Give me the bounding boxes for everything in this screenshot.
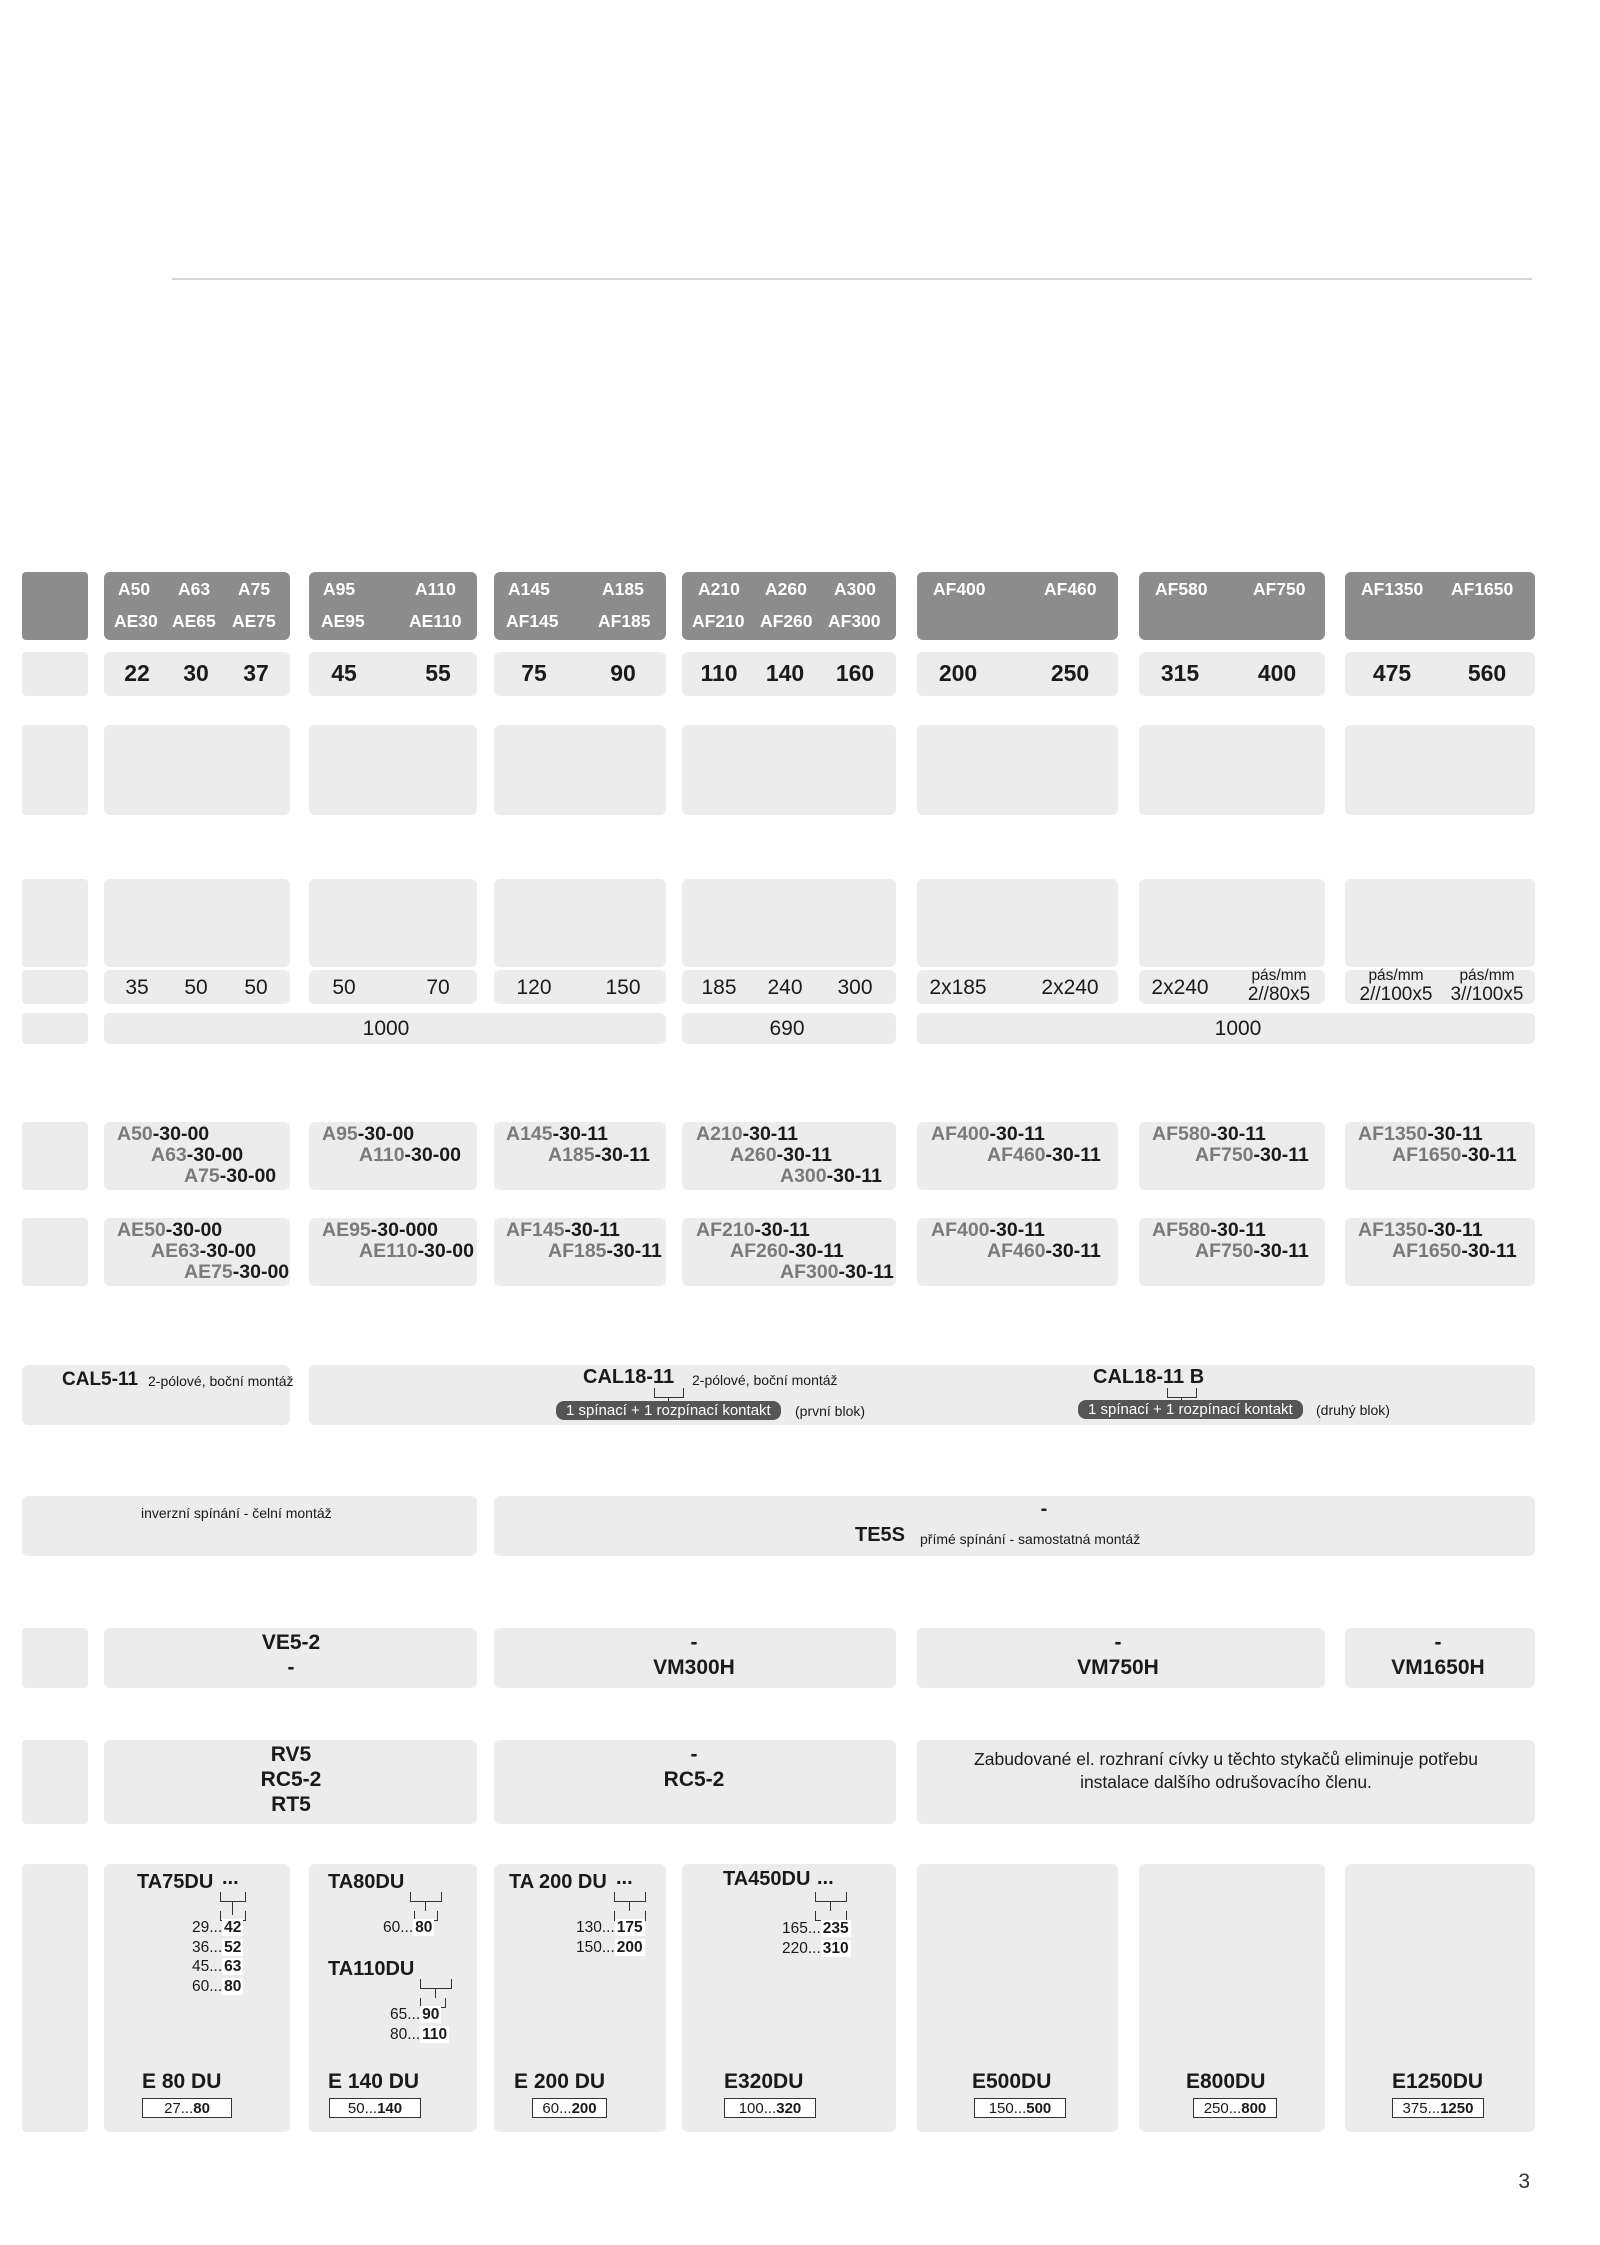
range-low: 45... xyxy=(192,1958,223,1975)
kw-value: 250 xyxy=(1050,660,1090,686)
contactor-code-suffix: -30-11 xyxy=(1210,1219,1266,1241)
contactor-code-prefix: AF750 xyxy=(1195,1144,1254,1166)
row-label-kw xyxy=(22,652,88,696)
current-range xyxy=(576,1938,645,1958)
e-relay-name: E500DU xyxy=(972,2070,1052,2093)
contactor-code-prefix: AF260 xyxy=(730,1240,789,1262)
contactor-code-suffix: -30-00 xyxy=(165,1219,223,1241)
contactor-code-suffix: -30-11 xyxy=(594,1144,650,1166)
contactor-code xyxy=(117,1220,222,1242)
contactor-code-suffix: -30-11 xyxy=(1427,1219,1483,1241)
contactor-code xyxy=(931,1220,1045,1242)
relay-dots: ... xyxy=(222,1867,239,1889)
page-number: 3 xyxy=(1518,2170,1530,2193)
model-label: AE65 xyxy=(172,611,216,631)
contactor-code-suffix: -30-11 xyxy=(1045,1240,1101,1262)
contactor-code-suffix: -30-11 xyxy=(1210,1123,1266,1145)
e-relay-name: E 200 DU xyxy=(514,2070,606,2093)
strip-value: 2//100x5 xyxy=(1359,984,1433,1005)
current-cell xyxy=(309,725,477,815)
range-low: 165... xyxy=(782,1920,821,1937)
contactor-code xyxy=(1195,1145,1309,1167)
kw-value: 200 xyxy=(938,660,978,686)
section-value: 2x240 xyxy=(1151,976,1209,999)
contactor-code xyxy=(117,1124,209,1146)
range-high: 110 xyxy=(422,2025,448,2043)
current-cell xyxy=(682,725,896,815)
model-label: AF260 xyxy=(760,611,813,631)
range-high: 80 xyxy=(193,2100,210,2117)
relay-dots: ... xyxy=(616,1867,633,1889)
aux-cal18b-contact-pill: 1 spínací + 1 rozpínací kontakt xyxy=(1078,1400,1303,1419)
row-label-contactors-1 xyxy=(22,1122,88,1190)
contactor-code-prefix: AF460 xyxy=(987,1240,1046,1262)
e-relay-range xyxy=(1392,2098,1484,2118)
e-relay-name: E 140 DU xyxy=(328,2070,420,2093)
kw-cell xyxy=(494,652,666,696)
header-group-a145 xyxy=(494,572,666,640)
row-label-section xyxy=(22,970,88,1004)
kw-value: 110 xyxy=(700,660,738,686)
strip-unit: pás/mm xyxy=(1459,967,1515,984)
contactor-code-prefix: AF580 xyxy=(1152,1123,1211,1145)
contactor-code-prefix: AE110 xyxy=(359,1240,418,1262)
section-value: 300 xyxy=(837,976,873,999)
contactor-code xyxy=(931,1124,1045,1146)
contactor-code-prefix: AF210 xyxy=(696,1219,755,1241)
model-label: A95 xyxy=(323,579,356,599)
aux-cal18-code: CAL18-11 xyxy=(583,1366,675,1388)
contactor-code xyxy=(322,1220,438,1242)
contactor-code xyxy=(506,1124,608,1146)
range-high: 320 xyxy=(776,2100,802,2117)
contactor-code-suffix: -30-00 xyxy=(152,1123,210,1145)
contactor-code-suffix: -30-00 xyxy=(232,1261,290,1283)
section-value: 70 xyxy=(426,976,450,999)
contactor-code-suffix: -30-11 xyxy=(1253,1144,1309,1166)
model-label: AF185 xyxy=(598,611,651,631)
section-value: 2x240 xyxy=(1041,976,1099,999)
contactor-code xyxy=(1358,1220,1483,1242)
current-cell xyxy=(1139,725,1325,815)
range-low: 65... xyxy=(390,2006,421,2023)
range-high: 140 xyxy=(377,2100,403,2117)
current-range xyxy=(192,1957,243,1977)
relay-ta110du: TA110DU xyxy=(328,1958,415,1980)
range-low: 220... xyxy=(782,1939,821,1957)
kw-value: 315 xyxy=(1160,660,1200,686)
contactor-code-prefix: AF400 xyxy=(931,1123,990,1145)
row-label-interlock xyxy=(22,1628,88,1688)
e-relay-range xyxy=(329,2098,421,2118)
model-label: AF300 xyxy=(828,611,881,631)
kw-value: 37 xyxy=(243,660,269,686)
thermal-cell xyxy=(104,879,290,967)
relay-ta80du: TA80DU xyxy=(328,1871,405,1893)
thermal-cell xyxy=(1345,879,1535,967)
kw-value: 90 xyxy=(610,660,636,686)
timer-dash: - xyxy=(1040,1498,1048,1520)
row-label-thermal xyxy=(22,879,88,967)
range-high: 800 xyxy=(1241,2100,1267,2117)
kw-value: 55 xyxy=(425,660,451,686)
current-cell xyxy=(1345,725,1535,815)
section-value: 50 xyxy=(244,976,268,999)
kw-value: 560 xyxy=(1467,660,1507,686)
current-range xyxy=(192,1977,243,1997)
contactor-code-prefix: A185 xyxy=(548,1144,595,1166)
kw-value: 475 xyxy=(1372,660,1412,686)
contactor-code xyxy=(696,1124,798,1146)
contactor-code-suffix: -30-00 xyxy=(417,1240,474,1262)
contactor-code xyxy=(322,1124,414,1146)
interlock-vm300: VM300H xyxy=(653,1656,735,1679)
relay-bracket-stem xyxy=(425,1901,426,1911)
range-low: 60... xyxy=(383,1919,414,1936)
contactor-code-suffix: -30-11 xyxy=(564,1219,620,1241)
suppressor-dash: - xyxy=(690,1743,698,1766)
contactor-code-prefix: A300 xyxy=(780,1165,827,1187)
model-label: AF460 xyxy=(1044,579,1097,599)
range-high: 52 xyxy=(224,1938,242,1956)
current-range xyxy=(192,1938,243,1958)
range-low: 250... xyxy=(1203,2100,1242,2117)
contactor-code-prefix: AF1350 xyxy=(1358,1219,1428,1241)
contactor-code xyxy=(184,1166,276,1188)
contactor-code xyxy=(780,1262,894,1284)
contactor-code-suffix: -30-11 xyxy=(606,1240,662,1262)
contactor-code-prefix: AF460 xyxy=(987,1144,1046,1166)
contactor-code-prefix: AF580 xyxy=(1152,1219,1211,1241)
kw-value: 75 xyxy=(521,660,547,686)
model-label: AF400 xyxy=(933,579,986,599)
contactor-code xyxy=(151,1145,243,1167)
header-group-a95 xyxy=(309,572,477,640)
contactor-code xyxy=(987,1145,1101,1167)
header-group-af580 xyxy=(1139,572,1325,640)
contactor-code-prefix: AE95 xyxy=(322,1219,371,1241)
model-label: A110 xyxy=(415,579,456,599)
section-value: 150 xyxy=(605,976,641,999)
model-label: AF1350 xyxy=(1361,579,1424,599)
top-divider xyxy=(172,278,1532,280)
interlock-vm1650: VM1650H xyxy=(1391,1656,1485,1679)
e-relay-range xyxy=(724,2098,816,2118)
contactor-code-prefix: AF185 xyxy=(548,1240,607,1262)
contactor-code-suffix: -30-11 xyxy=(838,1261,894,1283)
contactor-code xyxy=(359,1241,474,1263)
model-label: A75 xyxy=(238,579,271,599)
model-label: A260 xyxy=(765,579,807,599)
contactor-code xyxy=(780,1166,882,1188)
contactor-code-prefix: AF1650 xyxy=(1392,1144,1462,1166)
timer-te5s-note: přímé spínání - samostatná montáž xyxy=(920,1531,1141,1547)
voltage-value: 690 xyxy=(769,1017,805,1040)
interlock-vm750: VM750H xyxy=(1077,1656,1159,1679)
row-label-overload xyxy=(22,1864,88,2132)
header-group-a210 xyxy=(682,572,896,640)
e-relay-range xyxy=(1193,2098,1277,2118)
relay-ta200du: TA 200 DU xyxy=(509,1871,607,1893)
relay-bracket-stem xyxy=(435,1988,436,1998)
aux-cal18-suffix: (první blok) xyxy=(795,1403,866,1419)
thermal-cell xyxy=(917,879,1118,967)
aux-cal18b-code: CAL18-11 B xyxy=(1093,1366,1205,1388)
range-low: 60... xyxy=(542,2100,572,2117)
contactor-code-prefix: AF1650 xyxy=(1392,1240,1462,1262)
contactor-code-prefix: AE75 xyxy=(184,1261,233,1283)
model-label: AE110 xyxy=(409,611,462,631)
range-low: 27... xyxy=(164,2100,194,2117)
section-value: 35 xyxy=(125,976,149,999)
contactor-code-suffix: -30-00 xyxy=(186,1144,244,1166)
row-label-header xyxy=(22,572,88,640)
header-group-af1350 xyxy=(1345,572,1535,640)
thermal-cell xyxy=(682,879,896,967)
range-high: 200 xyxy=(616,1938,643,1956)
current-range xyxy=(782,1939,851,1959)
model-label: AF580 xyxy=(1155,579,1208,599)
contactor-code-suffix: -30-00 xyxy=(357,1123,415,1145)
current-cell xyxy=(494,725,666,815)
contactor-code-prefix: A75 xyxy=(184,1165,220,1187)
contactor-code-suffix: -30-11 xyxy=(1461,1144,1517,1166)
current-range xyxy=(576,1918,645,1938)
thermal-cell xyxy=(309,879,477,967)
contactor-code xyxy=(1392,1241,1517,1263)
contactor-code-suffix: -30-00 xyxy=(199,1240,257,1262)
contactor-code-prefix: AF400 xyxy=(931,1219,990,1241)
range-low: 375... xyxy=(1402,2100,1441,2117)
contactor-code-suffix: -30-11 xyxy=(1461,1240,1517,1262)
interlock-dash: - xyxy=(287,1656,295,1679)
contactor-code-suffix: -30-11 xyxy=(1045,1144,1101,1166)
current-range xyxy=(390,2005,441,2025)
relay-ta450du: TA450DU xyxy=(723,1868,811,1890)
contactor-code-prefix: A110 xyxy=(359,1144,405,1166)
e-relay-name: E800DU xyxy=(1186,2070,1266,2093)
suppressor-rc52: RC5-2 xyxy=(260,1768,322,1791)
e-relay-name: E1250DU xyxy=(1392,2070,1484,2093)
contactor-code-suffix: -30-00 xyxy=(219,1165,277,1187)
range-high: 310 xyxy=(822,1939,849,1957)
contactor-code-suffix: -30-11 xyxy=(826,1165,882,1187)
model-label: AE75 xyxy=(232,611,276,631)
range-high: 1250 xyxy=(1440,2100,1474,2117)
contactor-code xyxy=(1195,1241,1309,1263)
suppressor-rc52: RC5-2 xyxy=(663,1768,725,1791)
e-relay-name: E320DU xyxy=(724,2070,804,2093)
range-high: 235 xyxy=(822,1920,849,1937)
aux-cal5-note: 2-pólové, boční montáž xyxy=(148,1373,294,1389)
range-high: 200 xyxy=(571,2100,597,2117)
contactor-code xyxy=(1392,1145,1517,1167)
contactor-code xyxy=(151,1241,256,1263)
model-label: AF1650 xyxy=(1451,579,1514,599)
aux-cal18-contact-pill: 1 spínací + 1 rozpínací kontakt xyxy=(556,1401,781,1420)
e-relay-range xyxy=(142,2098,232,2118)
voltage-value: 1000 xyxy=(1214,1017,1262,1040)
contactor-code-suffix: -30-000 xyxy=(370,1219,438,1241)
contactor-code-prefix: A210 xyxy=(696,1123,743,1145)
model-label: A145 xyxy=(508,579,550,599)
strip-value: 2//80x5 xyxy=(1247,984,1311,1005)
current-range xyxy=(390,2025,449,2045)
model-label: AF210 xyxy=(692,611,745,631)
e-relay-range xyxy=(974,2098,1066,2118)
range-high: 63 xyxy=(224,1958,242,1975)
range-low: 60... xyxy=(192,1977,223,1995)
contactor-code-suffix: -30-11 xyxy=(989,1219,1045,1241)
e-relay-range xyxy=(532,2098,607,2118)
contactor-code-suffix: -30-11 xyxy=(742,1123,798,1145)
contactor-code-prefix: A145 xyxy=(506,1123,553,1145)
range-high: 80 xyxy=(224,1977,242,1995)
kw-value: 30 xyxy=(183,660,209,686)
model-label: AF145 xyxy=(506,611,559,631)
thermal-cell xyxy=(1139,879,1325,967)
model-label: AF750 xyxy=(1253,579,1306,599)
strip-unit: pás/mm xyxy=(1368,967,1424,984)
aux-cal18b-suffix: (druhý blok) xyxy=(1316,1402,1390,1418)
section-value: 50 xyxy=(184,976,208,999)
kw-value: 160 xyxy=(835,660,875,686)
relay-ta75du: TA75DU xyxy=(137,1871,214,1893)
contactor-code-suffix: -30-00 xyxy=(404,1144,461,1166)
kw-value: 140 xyxy=(765,660,805,686)
contactor-code xyxy=(506,1220,620,1242)
contactor-code-suffix: -30-11 xyxy=(754,1219,810,1241)
strip-unit: pás/mm xyxy=(1251,967,1307,984)
range-low: 150... xyxy=(576,1938,615,1956)
model-label: A50 xyxy=(118,579,151,599)
contactor-code-suffix: -30-11 xyxy=(1427,1123,1483,1145)
range-high: 80 xyxy=(415,1919,433,1936)
interlock-dash: - xyxy=(1114,1631,1122,1654)
suppressor-rv5: RV5 xyxy=(270,1743,312,1766)
range-low: 50... xyxy=(347,2100,378,2117)
suppressor-note: Zabudované el. rozhraní cívky u těchto stykačů eliminuje potřebu instalace dalšího odrušovacího členu. xyxy=(974,1749,1478,1792)
contactor-code xyxy=(548,1145,650,1167)
current-cell xyxy=(104,725,290,815)
contactor-code-suffix: -30-11 xyxy=(788,1240,844,1262)
range-high: 500 xyxy=(1026,2100,1052,2117)
model-label: A185 xyxy=(602,579,644,599)
row-label-suppressor xyxy=(22,1740,88,1824)
contactor-code-prefix: A260 xyxy=(730,1144,777,1166)
current-range xyxy=(192,1918,243,1938)
current-range xyxy=(383,1918,434,1938)
e-relay-name: E 80 DU xyxy=(142,2070,222,2093)
voltage-value: 1000 xyxy=(362,1017,410,1040)
contactor-code-prefix: A50 xyxy=(117,1123,153,1145)
row-label-voltage xyxy=(22,1013,88,1044)
interlock-dash: - xyxy=(1434,1631,1442,1654)
range-low: 130... xyxy=(576,1919,615,1936)
contactor-code-suffix: -30-11 xyxy=(1253,1240,1309,1262)
suppressor-rt5: RT5 xyxy=(271,1793,311,1816)
section-value: 2x185 xyxy=(929,976,987,999)
contactor-code-prefix: AF145 xyxy=(506,1219,565,1241)
model-label: A300 xyxy=(834,579,876,599)
range-high: 175 xyxy=(616,1919,643,1936)
contactor-code-prefix: A95 xyxy=(322,1123,358,1145)
section-value: 120 xyxy=(516,976,552,999)
section-value: 50 xyxy=(332,976,356,999)
contactor-code-prefix: AF750 xyxy=(1195,1240,1254,1262)
range-high: 90 xyxy=(422,2006,440,2023)
range-low: 80... xyxy=(390,2025,421,2043)
range-low: 150... xyxy=(988,2100,1027,2117)
model-label: A63 xyxy=(178,579,211,599)
kw-value: 400 xyxy=(1257,660,1297,686)
aux-cal5-code: CAL5-11 xyxy=(62,1369,139,1390)
range-high: 42 xyxy=(224,1919,242,1936)
range-low: 36... xyxy=(192,1938,223,1956)
section-value: 185 xyxy=(701,976,737,999)
relay-bracket-stem xyxy=(629,1901,630,1911)
contactor-code-suffix: -30-11 xyxy=(776,1144,832,1166)
row-label-contactors-2 xyxy=(22,1218,88,1286)
contactor-code xyxy=(1358,1124,1483,1146)
relay-bracket-stem xyxy=(830,1901,831,1911)
contactor-code xyxy=(548,1241,662,1263)
range-low: 29... xyxy=(192,1919,223,1936)
model-label: AE30 xyxy=(114,611,158,631)
contactor-code-suffix: -30-11 xyxy=(552,1123,608,1145)
model-label: AE95 xyxy=(321,611,365,631)
row-label-current xyxy=(22,725,88,815)
timer-left-note: inverzní spínání - čelní montáž xyxy=(141,1505,332,1521)
relay-dots: ... xyxy=(817,1867,834,1889)
header-group-a50 xyxy=(104,572,290,640)
model-label: A210 xyxy=(698,579,740,599)
contactor-code xyxy=(1152,1220,1266,1242)
kw-value: 45 xyxy=(331,660,357,686)
current-range xyxy=(782,1919,851,1939)
aux-cal18-note: 2-pólové, boční montáž xyxy=(692,1372,838,1388)
contactor-code xyxy=(987,1241,1101,1263)
range-low: 100... xyxy=(738,2100,777,2117)
current-cell xyxy=(917,725,1118,815)
header-group-af400 xyxy=(917,572,1118,640)
interlock-dash: - xyxy=(690,1631,698,1654)
contactor-code-suffix: -30-11 xyxy=(989,1123,1045,1145)
contactor-code-prefix: AF300 xyxy=(780,1261,839,1283)
interlock-ve5: VE5-2 xyxy=(261,1631,321,1654)
timer-right-cell xyxy=(494,1496,1535,1556)
contactor-code xyxy=(184,1262,289,1284)
section-value: 240 xyxy=(767,976,803,999)
contactor-code-prefix: AE50 xyxy=(117,1219,166,1241)
timer-te5s-code: TE5S xyxy=(855,1524,906,1546)
contactor-code xyxy=(359,1145,461,1167)
kw-value: 22 xyxy=(124,660,150,686)
contactor-code xyxy=(730,1145,832,1167)
thermal-cell xyxy=(494,879,666,967)
contactor-code xyxy=(730,1241,844,1263)
contactor-code-prefix: AE63 xyxy=(151,1240,200,1262)
contactor-code-prefix: A63 xyxy=(151,1144,187,1166)
contactor-code xyxy=(696,1220,810,1242)
strip-value: 3//100x5 xyxy=(1450,984,1524,1005)
contactor-code xyxy=(1152,1124,1266,1146)
contactor-code-prefix: AF1350 xyxy=(1358,1123,1428,1145)
